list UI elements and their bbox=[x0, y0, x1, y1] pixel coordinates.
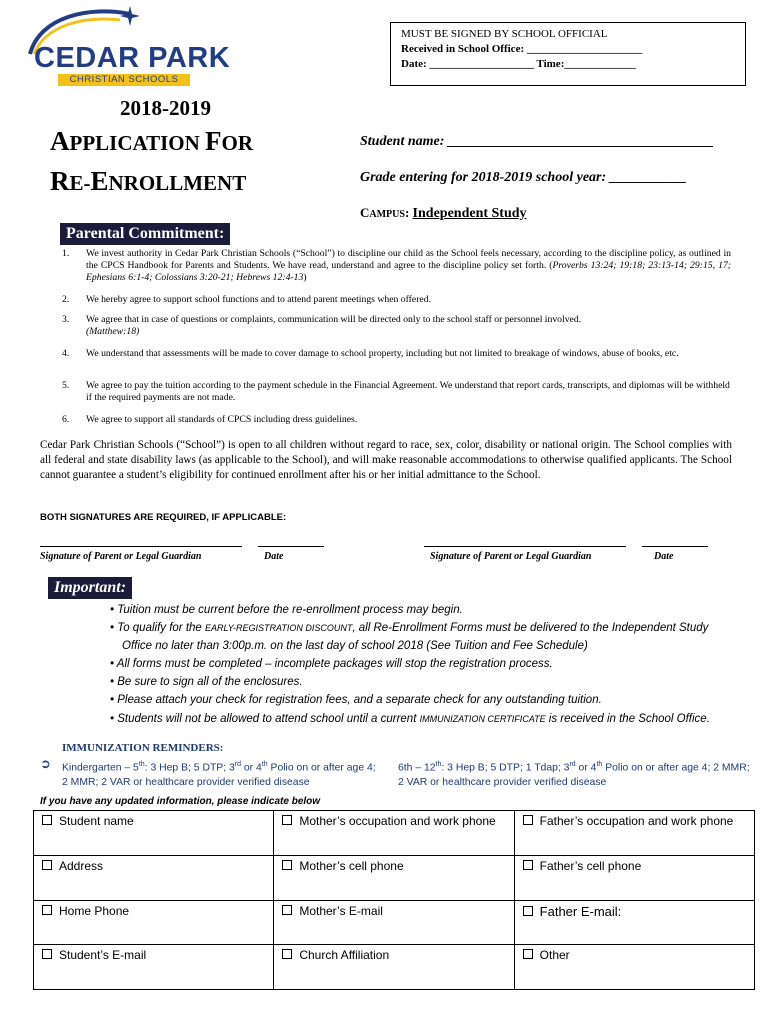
item-number: 1. bbox=[62, 248, 70, 259]
grade-entering-field[interactable]: Grade entering for 2018-2019 school year: ___________ bbox=[360, 170, 687, 185]
item-body: We agree that in case of questions or complaints, communication will be directed only to the school staff or personnel involved. bbox=[86, 314, 582, 325]
checkbox-label: Father’s cell phone bbox=[539, 858, 642, 873]
parent-signature-line-1[interactable] bbox=[40, 546, 242, 547]
signature-label: Signature of Parent or Legal Guardian bbox=[40, 551, 202, 562]
item-number: 3. bbox=[62, 314, 70, 325]
checkbox-cell[interactable] bbox=[34, 811, 274, 856]
title-cap: E bbox=[90, 166, 109, 196]
checkbox-label: Mother’s cell phone bbox=[299, 858, 404, 873]
table-row bbox=[34, 855, 755, 900]
signatures-heading: BOTH SIGNATURES ARE REQUIRED, IF APPLICABLE: bbox=[40, 512, 287, 523]
arrow-icon: ➲ bbox=[40, 757, 51, 772]
campus-label-cap: C bbox=[360, 205, 370, 220]
imm-text: 2 VAR or healthcare provider verified disease bbox=[398, 777, 607, 789]
item-text: We agree to support all standards of CPCS including dress guidelines. bbox=[86, 414, 358, 425]
checkbox-label: Mother’s E-mail bbox=[299, 903, 383, 918]
date-line-2[interactable] bbox=[642, 546, 708, 547]
imm-text: 2 MMR; 2 VAR or healthcare provider verified disease bbox=[62, 777, 310, 789]
scripture-reference: Proverbs 13:24; 19:18; 23:13-14; 29:15, 17; Ephesians 6:1-4; Colossians 3:20-21; Hebrews 12:4-13 bbox=[86, 260, 731, 283]
checkbox-cell[interactable] bbox=[274, 811, 514, 856]
item-number: 6. bbox=[62, 414, 70, 425]
bullet-text: • To qualify for the bbox=[110, 622, 206, 634]
page-title-line1 bbox=[50, 126, 253, 157]
commitment-item bbox=[62, 248, 732, 286]
imm-sup: th bbox=[261, 761, 268, 768]
important-bullet-cont: Office no later than 3:00p.m. on the last day of school 2018 (See Tuition and Fee Schedule) bbox=[122, 640, 588, 652]
title-text: E- bbox=[69, 171, 91, 195]
bullet-smallcaps: EARLY-REGISTRATION DISCOUNT bbox=[205, 623, 353, 633]
commitment-item bbox=[62, 314, 732, 340]
school-year: 2018-2019 bbox=[120, 96, 211, 120]
checkbox-cell[interactable] bbox=[514, 811, 754, 856]
logo-subtext: CHRISTIAN SCHOOLS bbox=[58, 74, 190, 86]
imm-text: Polio on or after age 4; bbox=[267, 762, 376, 774]
campus-label: AMPUS bbox=[369, 209, 405, 220]
checkbox-cell[interactable] bbox=[274, 945, 514, 990]
parental-commitment-heading: Parental Commitment: bbox=[60, 223, 230, 245]
updated-info-table bbox=[33, 810, 755, 990]
nondiscrimination-statement: Cedar Park Christian Schools (“School”) is open to all children without regard to race, sex, color, disability or national origin. The School complies with all federal and state disability laws (as applicable to the School), and will make reasonable accommodations to otherwise qualified applicants. The School cannot guarantee a student’s eligibility for continued enrollment after his or her initial admittance to the School. bbox=[40, 439, 732, 481]
checkbox-label: Father E-mail: bbox=[539, 903, 622, 919]
checkbox-icon[interactable] bbox=[42, 860, 52, 870]
checkbox-cell[interactable] bbox=[514, 855, 754, 900]
signature-label: Signature of Parent or Legal Guardian bbox=[430, 551, 592, 562]
commitment-item bbox=[62, 348, 732, 374]
important-bullet: • All forms must be completed – incomplete packages will stop the registration process. bbox=[110, 658, 553, 670]
important-bullet: • Be sure to sign all of the enclosures. bbox=[110, 676, 303, 688]
checkbox-cell[interactable] bbox=[34, 945, 274, 990]
imm-text: or 4 bbox=[575, 762, 597, 774]
date-line-1[interactable] bbox=[258, 546, 324, 547]
office-box-heading: MUST BE SIGNED BY SCHOOL OFFICIAL bbox=[401, 28, 608, 40]
checkbox-label: Home Phone bbox=[59, 903, 130, 918]
imm-sup: th bbox=[435, 761, 442, 768]
checkbox-icon[interactable] bbox=[42, 815, 52, 825]
title-text: NROLLMENT bbox=[108, 171, 247, 195]
date-time-field[interactable]: Date: ___________________ Time:_____________ bbox=[401, 58, 636, 70]
checkbox-label: Student name bbox=[59, 814, 134, 828]
important-bullet: • Tuition must be current before the re-enrollment process may begin. bbox=[110, 604, 463, 616]
item-number: 2. bbox=[62, 294, 70, 305]
checkbox-cell[interactable] bbox=[514, 900, 754, 945]
commitment-item bbox=[62, 294, 732, 308]
updated-info-heading: If you have any updated information, please indicate below bbox=[40, 796, 321, 807]
checkbox-icon[interactable] bbox=[523, 906, 533, 916]
imm-text: or 4 bbox=[241, 762, 262, 774]
checkbox-icon[interactable] bbox=[282, 949, 292, 959]
commitment-item bbox=[62, 380, 732, 406]
title-text: PPLICATION bbox=[69, 131, 206, 155]
title-cap: A bbox=[50, 126, 70, 156]
office-use-box bbox=[390, 22, 746, 86]
checkbox-icon[interactable] bbox=[42, 905, 52, 915]
bullet-text: , all Re-Enrollment Forms must be delivered to the Independent Study bbox=[352, 622, 709, 634]
imm-text: : 3 Hep B; 5 DTP; 3 bbox=[144, 762, 235, 774]
page-title-line2 bbox=[50, 166, 246, 197]
item-text: We agree to pay the tuition according to the payment schedule in the Financial Agreement. We understand that report cards, transcripts, and diplomas will be withheld if the required payments are not made. bbox=[86, 380, 730, 403]
date-label: Date bbox=[654, 551, 674, 562]
title-cap: R bbox=[50, 166, 70, 196]
title-text: OR bbox=[221, 131, 254, 155]
item-number: 4. bbox=[62, 348, 70, 359]
checkbox-icon[interactable] bbox=[282, 860, 292, 870]
student-name-field[interactable]: Student name: ______________________________________ bbox=[360, 134, 714, 149]
immunization-heading: IMMUNIZATION REMINDERS: bbox=[62, 742, 224, 754]
checkbox-cell[interactable] bbox=[34, 855, 274, 900]
imm-text: Polio on or after age 4; 2 MMR; bbox=[602, 762, 750, 774]
item-text: We hereby agree to support school functions and to attend parent meetings when offered. bbox=[86, 294, 431, 305]
item-text: We understand that assessments will be made to cover damage to school property, including but not limited to breakage of windows, abuse of books, etc. bbox=[86, 348, 679, 359]
campus-value: Independent Study bbox=[412, 206, 527, 221]
bullet-text: • Students will not be allowed to attend school until a current bbox=[110, 713, 420, 725]
imm-sup: th bbox=[596, 761, 603, 768]
checkbox-icon[interactable] bbox=[42, 949, 52, 959]
checkbox-label: Student’s E-mail bbox=[59, 948, 147, 963]
bullet-text: is received in the School Office. bbox=[545, 713, 710, 725]
table-row bbox=[34, 945, 755, 990]
checkbox-icon[interactable] bbox=[523, 860, 533, 870]
parent-signature-line-2[interactable] bbox=[424, 546, 626, 547]
checkbox-icon[interactable] bbox=[282, 905, 292, 915]
scripture-reference: (Matthew:18) bbox=[86, 326, 140, 337]
checkbox-icon[interactable] bbox=[282, 815, 292, 825]
imm-text: : 3 Hep B; 5 DTP; 1 Tdap; 3 bbox=[441, 762, 570, 774]
imm-sup: th bbox=[138, 761, 145, 768]
table-row bbox=[34, 900, 755, 945]
received-field[interactable]: Received in School Office: _____________________ bbox=[401, 43, 643, 55]
immunization-k5 bbox=[62, 757, 376, 790]
item-body: We invest authority in Cedar Park Christian Schools (“School”) to discipline our child as the School feels necessary, according to the discipline policy, as outlined in the CPCS Handbook for Parents and Students. We have read, understand and agree to the discipline policy set forth. ( bbox=[86, 248, 731, 271]
checkbox-label: Address bbox=[59, 858, 104, 873]
title-cap: F bbox=[205, 126, 222, 156]
checkbox-label: Church Affiliation bbox=[299, 948, 390, 963]
bullet-smallcaps: IMMUNIZATION CERTIFICATE bbox=[419, 714, 546, 724]
checkbox-icon[interactable] bbox=[523, 949, 533, 959]
checkbox-cell[interactable] bbox=[274, 900, 514, 945]
checkbox-label: Mother’s occupation and work phone bbox=[299, 814, 496, 828]
imm-sup: rd bbox=[569, 761, 576, 768]
important-bullet bbox=[110, 711, 710, 728]
checkbox-label: Other bbox=[539, 948, 570, 963]
imm-text: 6th – 12 bbox=[398, 762, 436, 774]
item-number: 5. bbox=[62, 380, 70, 391]
imm-sup: rd bbox=[234, 761, 242, 768]
checkbox-icon[interactable] bbox=[523, 815, 533, 825]
campus-field bbox=[360, 205, 527, 222]
logo-text: CEDAR PARK bbox=[34, 42, 231, 74]
commitment-item bbox=[62, 414, 732, 428]
checkbox-cell[interactable] bbox=[274, 855, 514, 900]
important-heading: Important: bbox=[48, 577, 132, 599]
school-logo bbox=[20, 6, 231, 86]
important-bullet: • Please attach your check for registration fees, and a separate check for any outstanding tuition. bbox=[110, 694, 602, 706]
imm-text: Kindergarten – 5 bbox=[62, 762, 139, 774]
item-text bbox=[86, 248, 731, 284]
table-row bbox=[34, 811, 755, 856]
immunization-6-12 bbox=[398, 757, 750, 790]
checkbox-label: Father’s occupation and work phone bbox=[539, 814, 734, 828]
checkbox-cell[interactable] bbox=[514, 945, 754, 990]
campus-colon: : bbox=[404, 205, 413, 220]
date-label: Date bbox=[264, 551, 284, 562]
checkbox-cell[interactable] bbox=[34, 900, 274, 945]
item-close: ) bbox=[303, 272, 307, 283]
item-text bbox=[86, 314, 731, 338]
important-bullet bbox=[110, 620, 708, 637]
